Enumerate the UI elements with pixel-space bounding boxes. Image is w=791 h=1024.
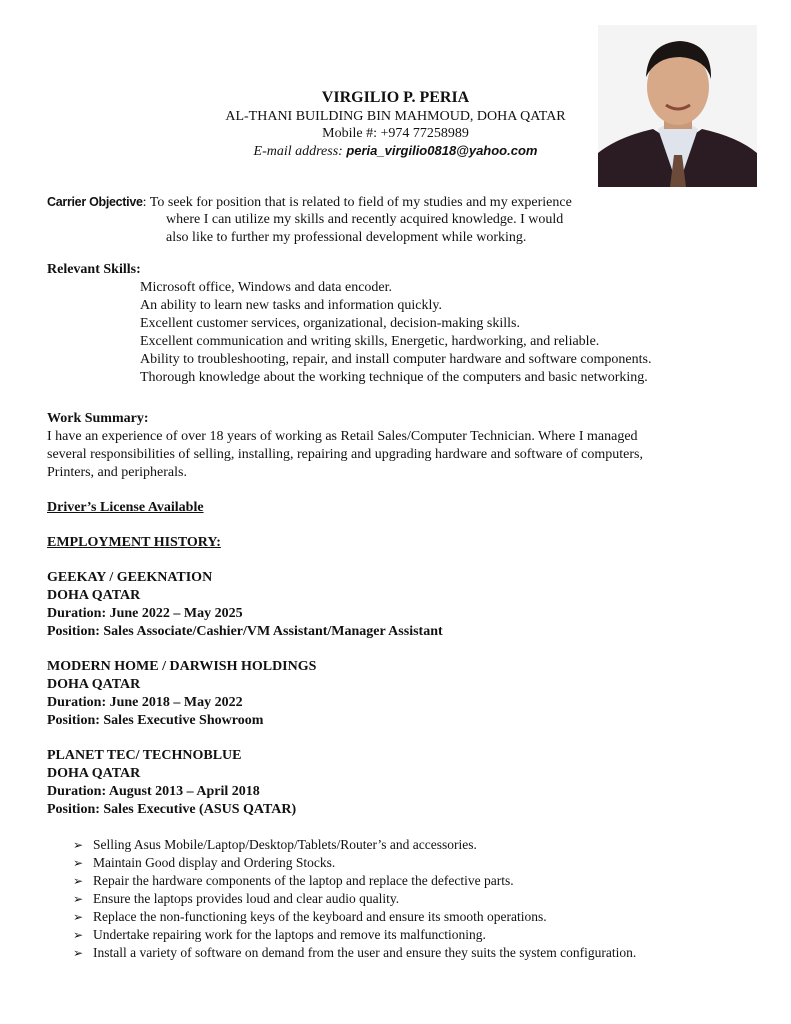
objective-line: : To seek for position that is related to field of my studies and my experience [142,195,572,210]
arrowhead-bullet-icon: ➢ [73,928,84,942]
duty-item: ➢ Repair the hardware components of the laptop and replace the defective parts. [73,873,514,888]
skills-list [140,279,651,387]
skill-item: Excellent customer services, organizational, decision-making skills. [140,316,520,331]
email[interactable]: peria_virgilio0818@yahoo.com [346,143,538,158]
skill-item: Excellent communication and writing skills, Energetic, hardworking, and reliable. [140,334,600,349]
objective-label: Carrier Objective [47,195,143,209]
job-position: Position: Sales Executive (ASUS QATAR) [47,802,297,817]
career-objective [47,193,572,212]
duty-item: ➢ Ensure the laptops provides loud and clear audio quality. [73,891,400,906]
job-duration: Duration: August 2013 – April 2018 [47,784,260,799]
duty-item: ➢ Install a variety of software on demand from the user and ensure they suits the system configuration. [73,945,637,960]
drivers-license: Driver’s License Available [47,500,204,515]
candidate-name: VIRGILIO P. PERIA [321,89,470,106]
summary-line: several responsibilities of selling, installing, repairing and upgrading hardware and software of computers, [47,447,643,462]
mobile: Mobile #: +974 77258989 [322,126,469,141]
arrowhead-bullet-icon: ➢ [73,946,84,960]
profile-photo [598,25,757,187]
job-position: Position: Sales Executive Showroom [47,713,264,728]
job-location: DOHA QATAR [47,677,141,692]
summary-line: Printers, and peripherals. [47,465,187,480]
arrowhead-bullet-icon: ➢ [73,838,84,852]
job-duration: Duration: June 2018 – May 2022 [47,695,243,710]
job-company: PLANET TEC/ TECHNOBLUE [47,748,242,763]
employment-heading: EMPLOYMENT HISTORY: [47,535,221,550]
arrowhead-bullet-icon: ➢ [73,874,84,888]
job-duration: Duration: June 2022 – May 2025 [47,606,243,621]
job-entry [47,569,443,641]
job-entry [47,658,316,730]
job-entry [47,747,296,819]
summary-text [47,428,643,482]
job-location: DOHA QATAR [47,766,141,781]
arrowhead-bullet-icon: ➢ [73,910,84,924]
job-company: GEEKAY / GEEKNATION [47,570,213,585]
skills-heading: Relevant Skills: [47,262,141,277]
duty-item: ➢ Replace the non-functioning keys of the keyboard and ensure its smooth operations. [73,909,547,924]
job-position: Position: Sales Associate/Cashier/VM Assistant/Manager Assistant [47,624,443,639]
arrowhead-bullet-icon: ➢ [73,892,84,906]
objective-line: also like to further my professional development while working. [166,230,527,245]
summary-line: I have an experience of over 18 years of working as Retail Sales/Computer Technician. Where I managed [47,429,638,444]
address: AL-THANI BUILDING BIN MAHMOUD, DOHA QATAR [225,109,566,124]
skill-item: Microsoft office, Windows and data encoder. [140,280,393,295]
summary-heading: Work Summary: [47,411,149,426]
job-location: DOHA QATAR [47,588,141,603]
skill-item: An ability to learn new tasks and information quickly. [140,298,442,313]
duties-list [73,836,636,962]
duty-item: ➢ Undertake repairing work for the laptops and remove its malfunctioning. [73,927,486,942]
skill-item: Ability to troubleshooting, repair, and install computer hardware and software components. [140,352,652,367]
arrowhead-bullet-icon: ➢ [73,856,84,870]
email-label: E-mail address: [253,144,343,159]
duty-item: ➢ Maintain Good display and Ordering Stocks. [73,855,336,870]
skill-item: Thorough knowledge about the working technique of the computers and basic networking. [140,370,648,385]
job-company: MODERN HOME / DARWISH HOLDINGS [47,659,317,674]
duty-item: ➢ Selling Asus Mobile/Laptop/Desktop/Tablets/Router’s and accessories. [73,837,477,852]
objective-line: where I can utilize my skills and recently acquired knowledge. I would [166,212,564,227]
